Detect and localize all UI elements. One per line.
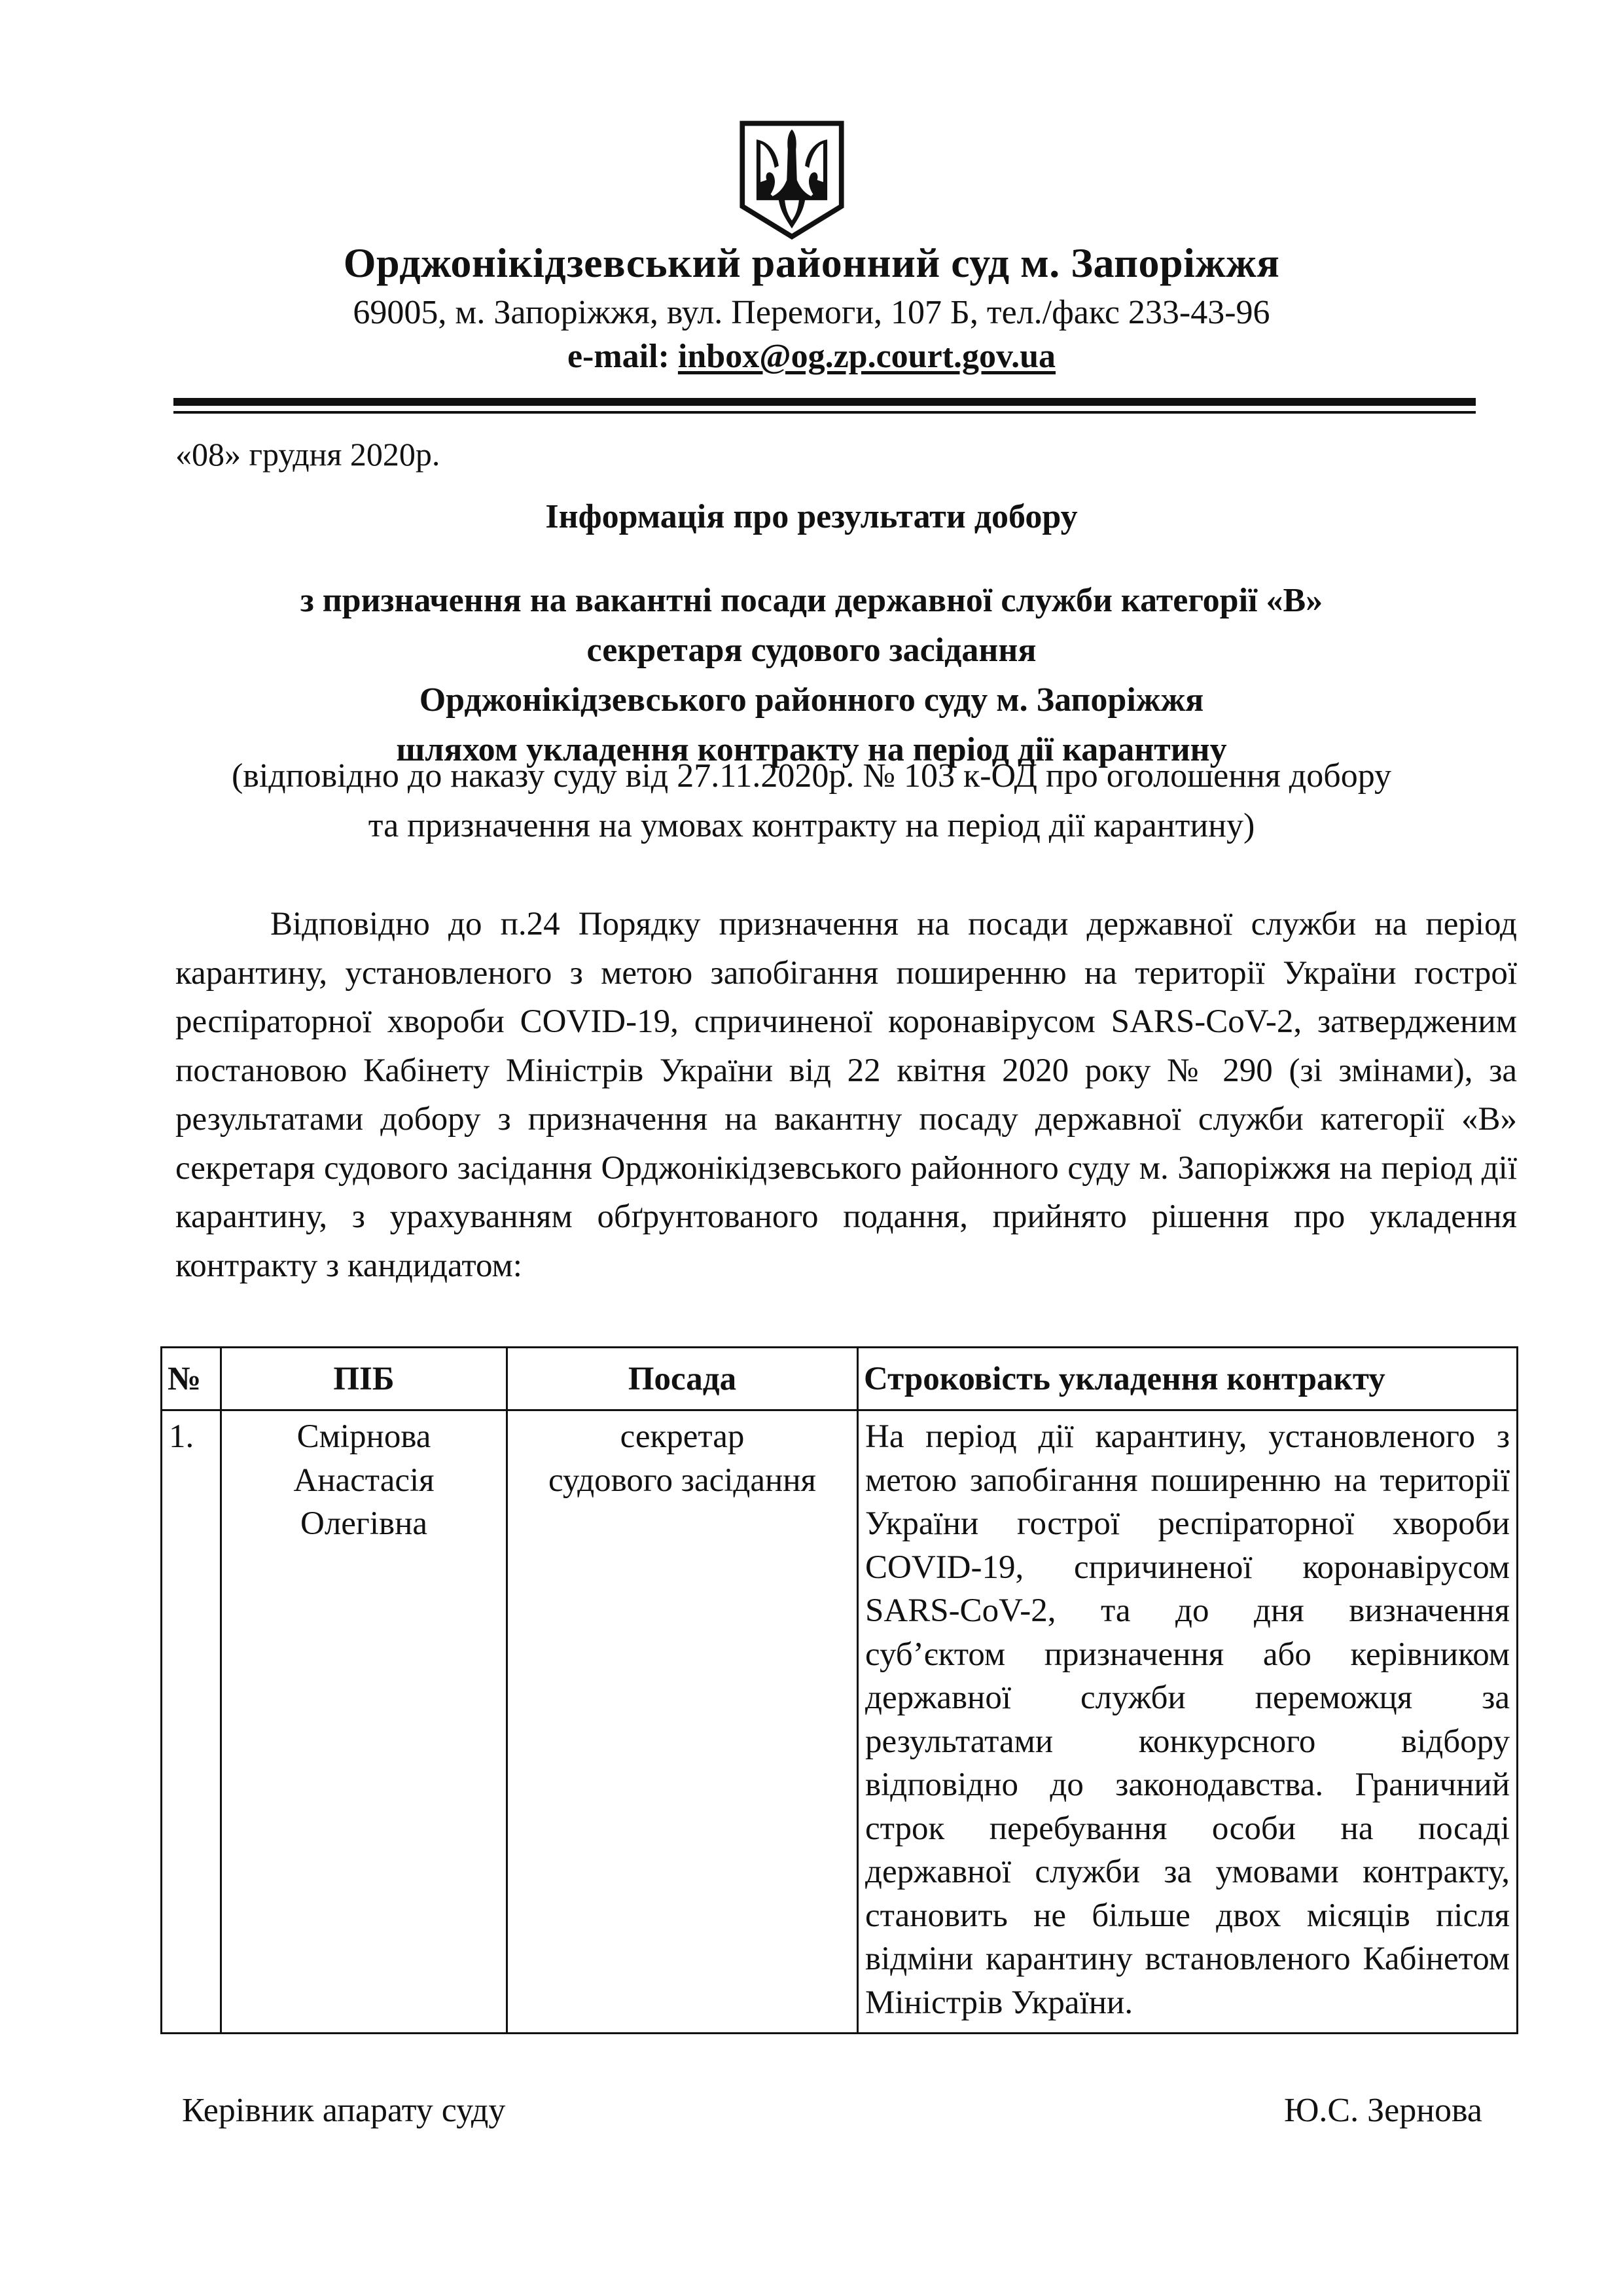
order-reference	[0, 751, 1623, 851]
email-link[interactable]: inbox@og.zp.court.gov.ua	[677, 338, 1056, 375]
position-line: судового засідання	[548, 1462, 817, 1499]
order-reference-line: (відповідно до наказу суду від 27.11.2020р. № 103 к-ОД про оголошення добору	[231, 757, 1392, 795]
header-divider-thin	[173, 411, 1476, 414]
name-first: Анастасія	[293, 1462, 435, 1499]
table-header-row	[162, 1348, 1518, 1410]
signatory-title: Керівник апарату суду	[182, 2092, 506, 2129]
cell-name	[221, 1410, 507, 2034]
email-label: e-mail:	[567, 338, 678, 375]
body-paragraph: Відповідно до п.24 Порядку призначення на посади державної служби на період карантину, установленого з метою запобігання поширенню на території України гострої респіраторної хвороби COVID-19, спричиненої коронавірусом SARS-CoV-2, затвердженим постановою Кабінету Міністрів України від 22 квітня 2020 року № 290 (зі змінами), за результатами добору з призначення на вакантну посаду державної служби категорії «В» секретаря судового засідання Орджонікідзевського районного суду м. Запоріжжя на період дії карантину, з урахуванням обґрунтованого подання, прийнято рішення про укладення контракту з кандидатом:	[175, 906, 1517, 1284]
column-header-number: №	[162, 1348, 221, 1410]
court-address: 69005, м. Запоріжжя, вул. Перемоги, 107 Б, тел./факс 233-43-96	[353, 294, 1270, 331]
results-table	[160, 1346, 1518, 2034]
column-header-name: ПІБ	[221, 1348, 507, 1410]
court-email	[0, 337, 1623, 376]
subtitle-line: секретаря судового засідання	[586, 632, 1037, 669]
coat-of-arms-icon	[736, 118, 847, 242]
document-date: «08» грудня 2020р.	[175, 436, 440, 473]
cell-position	[507, 1410, 858, 2034]
header-divider-thick	[173, 398, 1476, 406]
court-name: Орджонікідзевський районний суд м. Запоріжжя	[343, 240, 1280, 286]
name-surname: Смірнова	[296, 1418, 431, 1455]
order-reference-line: та призначення на умовах контракту на період дії карантину)	[368, 807, 1255, 844]
document-title: Інформація про результати добору	[545, 498, 1078, 535]
subtitle-line: Орджонікідзевського районного суду м. Запоріжжя	[419, 681, 1204, 719]
signatory-name: Ю.С. Зернова	[1283, 2092, 1482, 2129]
cell-number: 1.	[162, 1410, 221, 2034]
column-header-position: Посада	[507, 1348, 858, 1410]
cell-term: На період дії карантину, установленого з метою запобігання поширенню на території України гострої респіраторної хвороби COVID-19, спричиненої коронавірусом SARS-CoV-2, та до дня визначення суб’єктом призначення або керівником державної служби переможця за результатами конкурсного відбору відповідно до законодавства. Граничний строк перебування особи на посаді державної служби за умовами контракту, становить не більше двох місяців після відміни карантину встановленого Кабінетом Міністрів України.	[858, 1410, 1518, 2034]
column-header-term: Строковість укладення контракту	[858, 1348, 1518, 1410]
position-line: секретар	[620, 1418, 745, 1455]
document-subtitle	[0, 576, 1623, 775]
name-patronymic: Олегівна	[300, 1505, 427, 1542]
table-row	[162, 1410, 1518, 2034]
subtitle-line: шляхом укладення контракту на період дії карантину	[396, 731, 1227, 768]
subtitle-line: з призначення на вакантні посади державної служби категорії «В»	[300, 582, 1323, 619]
